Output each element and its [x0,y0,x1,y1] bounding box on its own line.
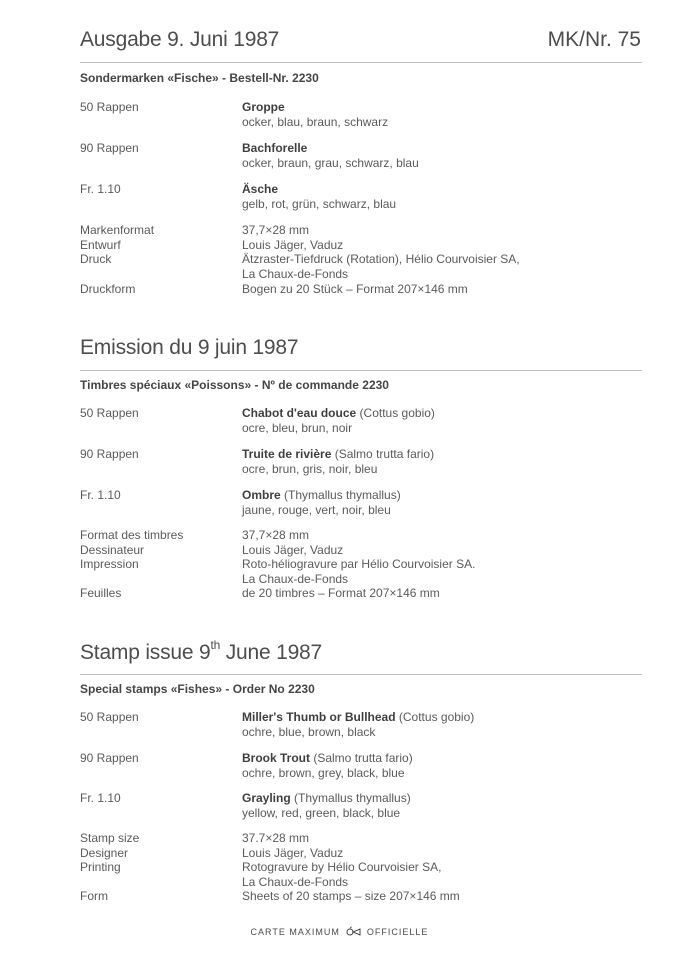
footer-left-text: CARTE MAXIMUM [250,926,340,937]
stamp-colors: ochre, blue, brown, black [242,724,376,739]
stamp-colors: ocker, blau, braun, schwarz [242,114,389,129]
stamp-value: 90 Rappen [80,751,139,765]
detail-label: Designer [80,845,129,860]
detail-label: Format des timbres [80,528,184,542]
stamp-colors: gelb, rot, grün, schwarz, blau [242,196,397,211]
heading-english: Stamp issue 9th June 1987 [80,638,323,664]
heading-german: Ausgabe 9. Juni 1987 [80,28,280,51]
detail-label: Druckform [80,281,136,296]
stamp-name: Chabot d'eau douce [242,406,357,420]
stamp-value: 50 Rappen [80,406,139,420]
detail-label: Impression [80,557,139,571]
detail-value: Roto-héliogravure par Hélio Courvoisier SA. [242,557,476,571]
detail-value: Rotogravure by Hélio Courvoisier SA, [242,860,442,874]
stamp-value: Fr. 1.10 [80,791,121,805]
stamp-colors: yellow, red, green, black, blue [242,805,401,820]
stamp-name: Ombre [242,488,281,502]
stamp-latin-name: (Cottus gobio) [398,710,475,724]
stamp-latin-name: (Thymallus thymallus) [284,488,401,502]
detail-value: 37,7×28 mm [242,528,310,542]
detail-value: Louis Jäger, Vaduz [242,542,344,557]
stamp-name: Äsche [242,182,279,196]
stamp-colors: jaune, rouge, vert, noir, bleu [242,502,391,517]
stamp-latin-name: (Salmo trutta fario) [334,447,435,461]
stamp-value: Fr. 1.10 [80,182,121,196]
detail-value: 37,7×28 mm [242,223,310,237]
detail-label: Form [80,889,108,903]
stamp-name: Bachforelle [242,141,308,155]
stamp-name: Grayling [242,791,291,805]
subheading-english: Special stamps «Fishes» - Order No 2230 [80,682,315,696]
detail-label: Dessinateur [80,542,145,557]
mk-number: MK/Nr. 75 [547,28,641,51]
stamp-value: 50 Rappen [80,710,139,724]
divider [80,674,642,675]
footer-brand [0,926,679,939]
stamp-value: 90 Rappen [80,447,139,461]
detail-value: Ätzraster-Tiefdruck (Rotation), Hélio Courvoisier SA, [242,252,520,266]
detail-value: Bogen zu 20 Stück – Format 207×146 mm [242,281,468,296]
detail-label: Druck [80,252,112,266]
detail-label: Markenformat [80,223,155,237]
detail-value: Louis Jäger, Vaduz [242,237,344,252]
detail-label: Feuilles [80,586,122,600]
detail-value: de 20 timbres – Format 207×146 mm [242,586,440,600]
stamp-latin-name: (Thymallus thymallus) [294,791,411,805]
stamp-latin-name: (Salmo trutta fario) [313,751,413,765]
detail-label: Stamp size [80,831,140,845]
posthorn-icon [345,926,361,939]
stamp-colors: ochre, brown, grey, black, blue [242,765,405,780]
detail-label: Entwurf [80,237,121,252]
detail-value-continued: La Chaux-de-Fonds [242,874,349,889]
stamp-name: Truite de rivière [242,447,332,461]
stamp-latin-name: (Cottus gobio) [359,406,435,420]
stamp-value: 90 Rappen [80,141,139,155]
divider [80,370,642,371]
detail-label: Printing [80,860,121,874]
stamp-name: Groppe [242,100,285,114]
footer-right-text: OFFICIELLE [366,926,429,937]
stamp-value: Fr. 1.10 [80,488,121,502]
detail-value: Sheets of 20 stamps – size 207×146 mm [242,889,460,903]
stamp-name: Miller's Thumb or Bullhead [242,710,396,724]
stamp-colors: ocre, brun, gris, noir, bleu [242,461,378,476]
stamp-value: 50 Rappen [80,100,139,114]
detail-value: 37.7×28 mm [242,831,310,845]
divider [80,62,642,63]
subheading-german: Sondermarken «Fische» - Bestell-Nr. 2230 [80,71,319,85]
detail-value: Louis Jäger, Vaduz [242,845,344,860]
subheading-french: Timbres spéciaux «Poissons» - Nº de commande 2230 [80,378,389,392]
stamp-colors: ocker, braun, grau, schwarz, blau [242,155,419,170]
stamp-name: Brook Trout [242,751,310,765]
stamp-colors: ocre, bleu, brun, noir [242,420,353,435]
detail-value-continued: La Chaux-de-Fonds [242,571,349,586]
detail-value-continued: La Chaux-de-Fonds [242,266,349,281]
heading-french: Emission du 9 juin 1987 [80,336,299,359]
